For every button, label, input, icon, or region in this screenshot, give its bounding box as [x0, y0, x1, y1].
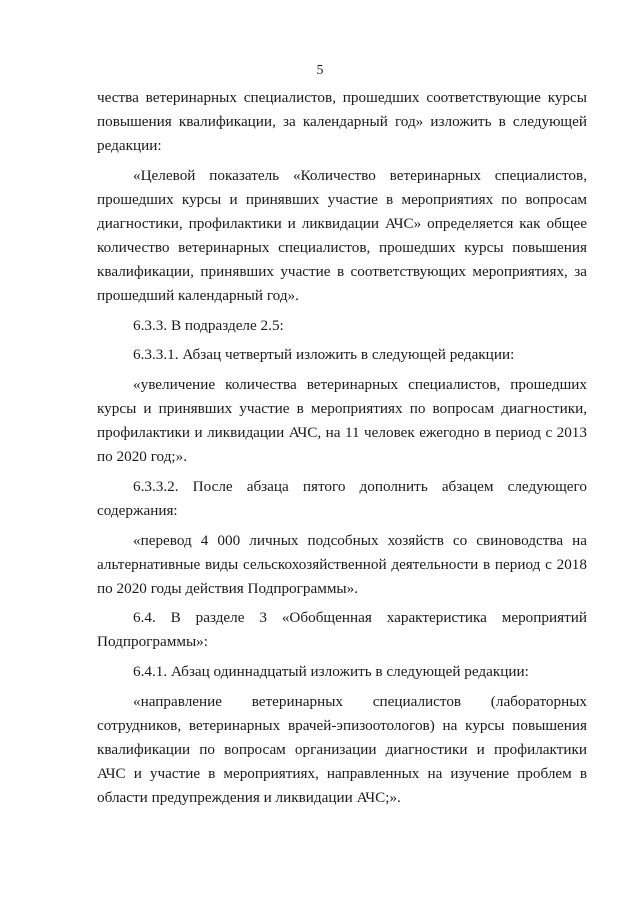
paragraph-1: чества ветеринарных специалистов, прошедших соответствующие курсы повышения квалификации, за календарный год» изложить в следующей редакции: [97, 89, 587, 155]
page-number: 5 [316, 62, 324, 77]
paragraph-5: «увеличение количества ветеринарных специалистов, прошедших курсы и принявших участие в мероприятиях по вопросам диагностики, профилактики и ликвидации АЧС, на 11 человек ежегодно в период с 2013 по 2020 год;». [97, 376, 587, 466]
document-body [97, 86, 587, 810]
paragraph-6: 6.3.3.2. После абзаца пятого дополнить абзацем следующего содержания: [97, 477, 587, 519]
paragraph-9: 6.4.1. Абзац одиннадцатый изложить в следующей редакции: [133, 663, 529, 681]
paragraph-4: 6.3.3.1. Абзац четвертый изложить в следующей редакции: [133, 346, 515, 364]
paragraph-7: «перевод 4 000 личных подсобных хозяйств со свиноводства на альтернативные виды сельскохозяйственной деятельности в период с 2018 по 2020 годы действия Подпрограммы». [97, 531, 587, 597]
paragraph-10: «направление ветеринарных специалистов (лабораторных сотрудников, ветеринарных врачей-эпизоотологов) на курсы повышения квалификации по вопросам организации диагностики и профилактики АЧС и участие в мероприятиях, направленных на изучение проблем в области предупреждения и ликвидации АЧС;». [97, 692, 587, 807]
paragraph-8: 6.4. В разделе 3 «Обобщенная характеристика мероприятий Подпрограммы»: [97, 609, 587, 651]
paragraph-2: «Целевой показатель «Количество ветеринарных специалистов, прошедших курсы и принявших участие в мероприятиях по вопросам диагностики, профилактики и ликвидации АЧС» определяется как общее количество ветеринарных специалистов, прошедших курсы повышения квалификации, принявших участие в соответствующих мероприятиях, за прошедший календарный год». [97, 166, 587, 305]
paragraph-3: 6.3.3. В подразделе 2.5: [133, 316, 284, 334]
